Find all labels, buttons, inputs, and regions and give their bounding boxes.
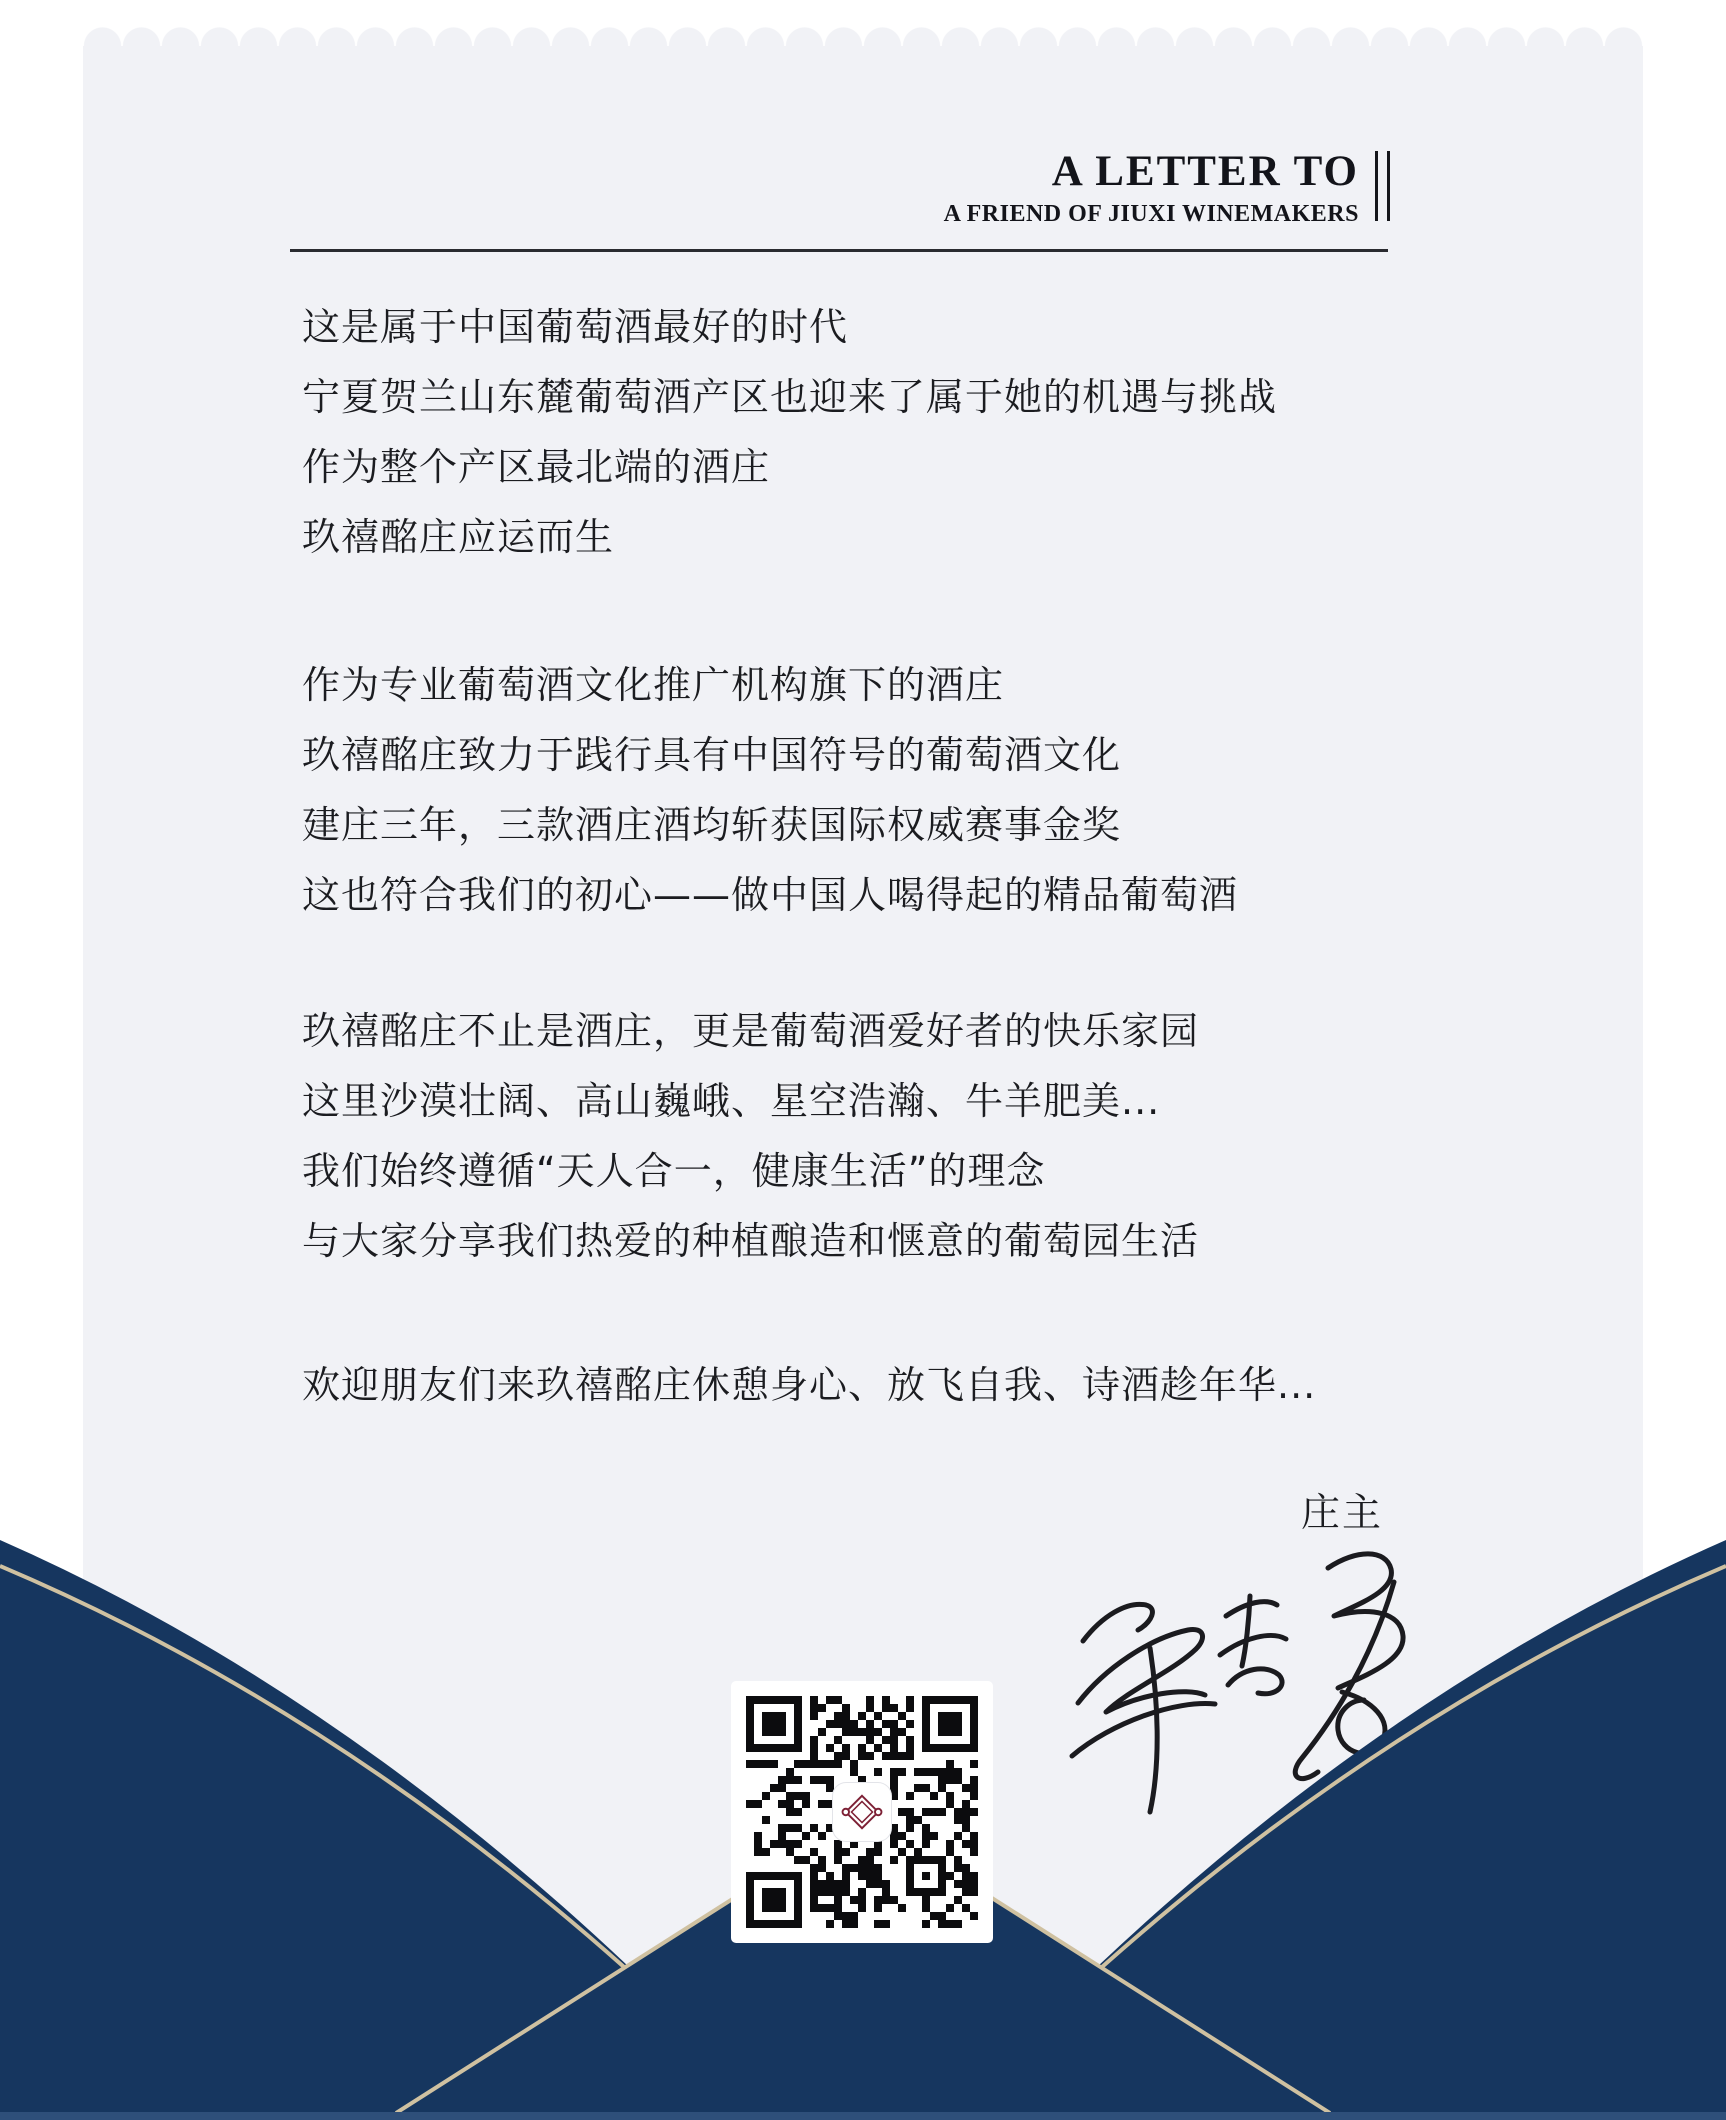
qr-center-logo-badge [833,1783,891,1841]
text-line: 玖禧酩庄应运而生 [302,515,615,559]
text-line: 建庄三年，三款酒庄酒均斩获国际权威赛事金奖 [302,803,1122,847]
paragraph-1 [302,292,1277,572]
text-line: 欢迎朋友们来玖禧酩庄休憩身心、放飞自我、诗酒趁年华... [302,1363,1317,1407]
paragraph-3 [302,996,1199,1276]
paragraph-4 [302,1350,1316,1420]
text-line: 作为专业葡萄酒文化推广机构旗下的酒庄 [302,663,1005,707]
text-line: 玖禧酩庄致力于践行具有中国符号的葡萄酒文化 [302,733,1122,777]
letter-subtitle: A FRIEND OF JIUXI WINEMAKERS [943,201,1359,227]
text-line: 宁夏贺兰山东麓葡萄酒产区也迎来了属于她的机遇与挑战 [302,375,1278,419]
paragraph-2 [302,650,1238,930]
text-line: 我们始终遵循“天人合一，健康生活”的理念 [302,1149,1046,1193]
text-line: 与大家分享我们热爱的种植酿造和惬意的葡萄园生活 [302,1219,1200,1263]
text-line: 这也符合我们的初心——做中国人喝得起的精品葡萄酒 [302,873,1239,917]
text-line: 这是属于中国葡萄酒最好的时代 [302,305,849,349]
jiuxi-diamond-logo-icon [841,1791,883,1833]
text-line: 作为整个产区最北端的酒庄 [302,445,771,489]
signoff-role-label: 庄主 [1300,1491,1383,1536]
header-divider-line [290,249,1388,252]
letter-title: A LETTER TO [1051,148,1359,195]
qr-code-card [731,1681,993,1943]
text-line: 玖禧酩庄不止是酒庄，更是葡萄酒爱好者的快乐家园 [302,1009,1200,1053]
text-line: 这里沙漠壮阔、高山巍峨、星空浩瀚、牛羊肥美... [302,1079,1161,1123]
letter-header [944,150,1390,226]
double-bar-ornament [1375,151,1390,221]
paper-scalloped-top-edge [83,27,1643,47]
